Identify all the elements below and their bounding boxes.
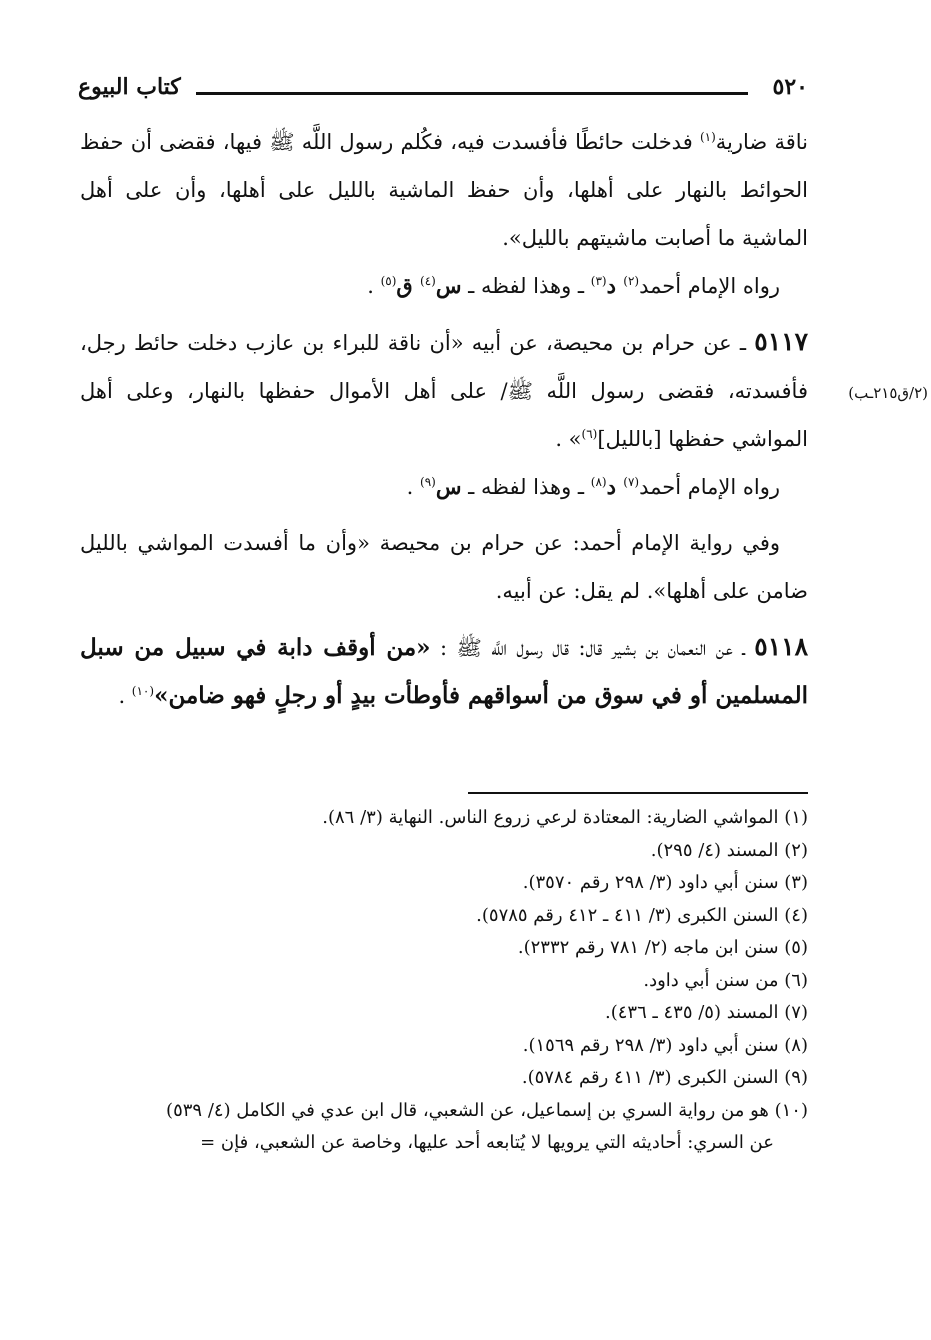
footnote-6: (٦) من سنن أبي داود.	[643, 969, 808, 991]
footnote-ref-8[interactable]: (٨)	[590, 475, 607, 489]
footnote-ref-4[interactable]: (٤)	[420, 274, 436, 288]
footnote-5: (٥) سنن ابن ماجه (٢/ ٧٨١ رقم ٢٣٣٢).	[517, 937, 808, 958]
footnote-7: (٧) المسند (٥/ ٤٣٥ ـ ٤٣٦).	[605, 1002, 808, 1023]
footnote-ref-9[interactable]: (٩)	[420, 475, 436, 489]
hadith-5118: ٥١١٨ ـ عن النعمان بن بشير قال: قال رسول اللَّه ﷺ : «من أوقف دابة في سبيل من سبل المسلمين أو في سوق من أسواقهم فأوطأت بيدٍ أو رجلٍ فهو ضامن»$^{(١٠)}$ .	[80, 632, 809, 709]
footnotes	[80, 802, 808, 1160]
citation-5117: رواه الإمام أحمد$^{(٧)}$ د$^{(٨)}$ ـ وهذا لفظه ـ س$^{(٩)}$ .	[406, 474, 780, 499]
footnote-10: (١٠) هو من رواية السري بن إسماعيل، عن الشعبي، قال ابن عدي في الكامل (٤/ ٥٣٩)	[166, 1099, 808, 1121]
hadith-5117: ٥١١٧ ـ عن حرام بن محيصة، عن أبيه «أن ناقة للبراء بن عازب دخلت حائط رجل، فأفسدته، فقضى رسول اللَّه ﷺ/ على أهل الأموال حفظها بالنهار، وعلى أهل المواشي حفظها [بالليل]$^{(٦)}$» .	[80, 327, 808, 451]
hadith-number: ٥١١٨	[754, 632, 809, 661]
book-title: كتاب البيوع	[78, 74, 181, 100]
footnote-4: (٤) السنن الكبرى (٣/ ٤١١ ـ ٤١٢ رقم ٥٧٨٥).	[476, 904, 808, 926]
footnote-ref-7[interactable]: (٧)	[623, 475, 640, 489]
riwaya-ahmad: وفي رواية الإمام أحمد: عن حرام بن محيصة «وأن ما أفسدت المواشي بالليل ضامن على أهلها». لم يقل: عن أبيه.	[80, 531, 808, 603]
footnote-2: (٢) المسند (٤/ ٢٩٥).	[650, 839, 808, 861]
paragraph-5116-end: ناقة ضارية$^{(١)}$ فدخلت حائطًا فأفسدت فيه، فكُلم رسول اللَّه ﷺ فيها، فقضى أن حفظ الحوائط بالنهار على أهلها، وأن حفظ الماشية بالليل على أهلها، وأن على أهل الماشية ما أصابت ماشيتهم بالليل».	[80, 130, 808, 250]
footnote-ref-5[interactable]: (٥)	[380, 274, 397, 288]
footnote-10-continued: عن السري: أحاديثه التي يرويها لا يُتابعه أحد عليها، وخاصة عن الشعبي، فإن =	[200, 1132, 774, 1153]
footnote-8: (٨) سنن أبي داود (٣/ ٢٩٨ رقم ١٥٦٩).	[522, 1034, 808, 1056]
footnote-ref-3[interactable]: (٣)	[590, 274, 607, 288]
page-number: ٥٢٠	[772, 74, 808, 100]
footnote-ref-1[interactable]: (١)	[699, 130, 716, 144]
footnote-9: (٩) السنن الكبرى (٣/ ٤١١ رقم ٥٧٨٤).	[521, 1067, 808, 1088]
footnote-1: (١) المواشي الضارية: المعتادة لرعي زروع الناس. النهاية (٣/ ٨٦).	[322, 807, 808, 828]
footnote-ref-6[interactable]: (٦)	[581, 427, 598, 441]
hadith-number: ٥١١٧	[754, 327, 808, 356]
hadith-matn: «من أوقف دابة في سبيل من سبل المسلمين أو في سوق من أسواقهم فأوطأت بيدٍ أو رجلٍ فهو ضامن»	[80, 634, 808, 709]
footnote-ref-10[interactable]: (١٠)	[131, 684, 155, 698]
manuscript-margin-note: (٢/ق٢١٥ـب)	[848, 384, 928, 402]
main-text	[80, 118, 808, 720]
page-header	[78, 74, 808, 110]
citation-5116: رواه الإمام أحمد$^{(٢)}$ د$^{(٣)}$ ـ وهذا لفظه ـ س$^{(٤)}$ ق$^{(٥)}$ .	[367, 273, 780, 298]
footnote-ref-2[interactable]: (٢)	[623, 274, 640, 288]
footnote-3: (٣) سنن أبي داود (٣/ ٢٩٨ رقم ٣٥٧٠).	[522, 872, 808, 893]
header-rule	[196, 92, 748, 95]
footnote-separator	[468, 792, 808, 794]
